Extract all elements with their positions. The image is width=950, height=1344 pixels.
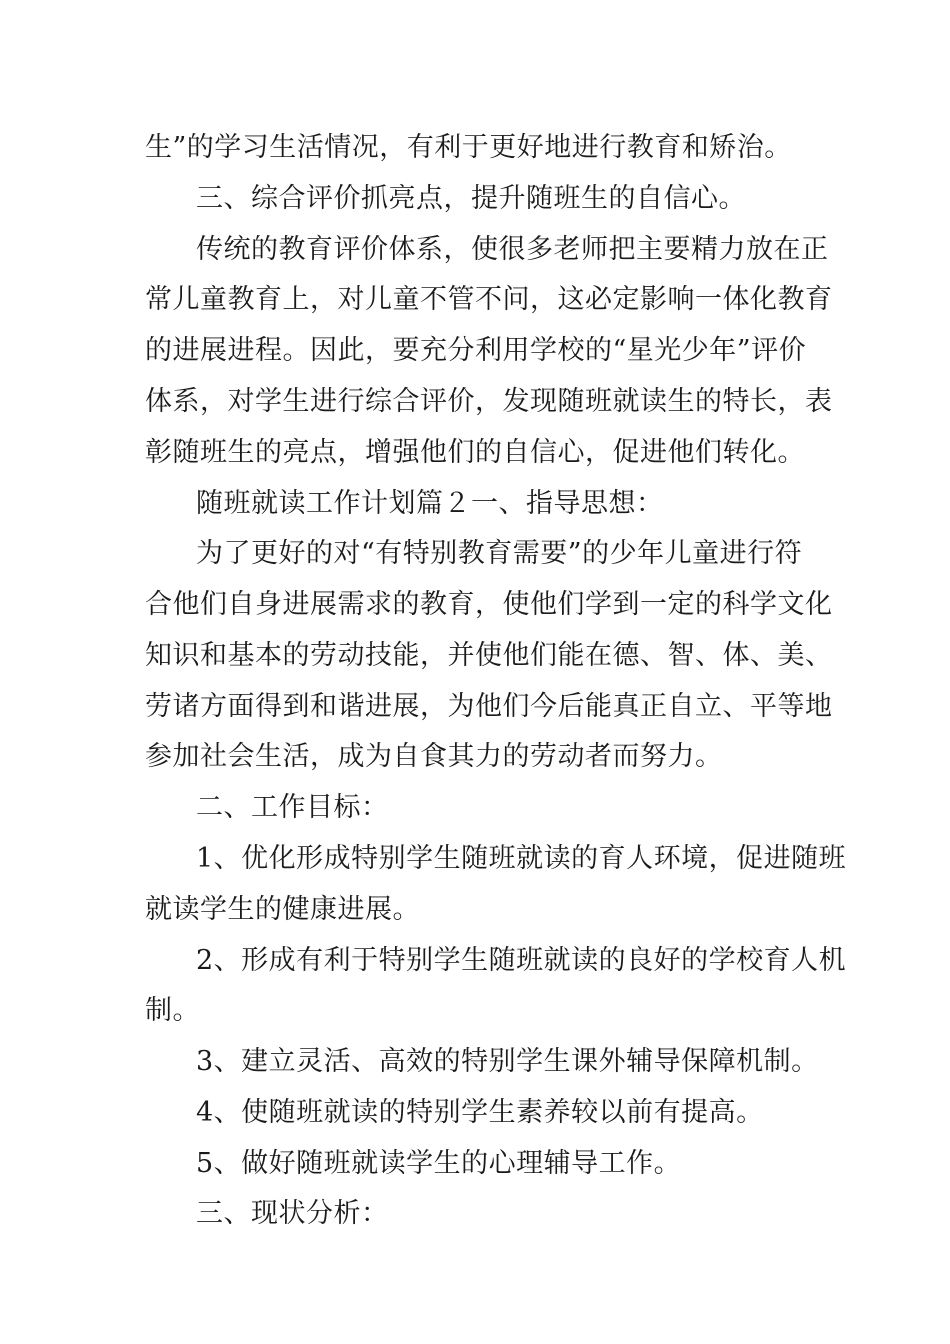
text-line: 生”的学习生活情况，有利于更好地进行教育和矫治。 <box>145 132 792 163</box>
list-item: 1、优化形成特别学生随班就读的育人环境，促进随班 <box>196 843 847 874</box>
text-line: 制。 <box>145 995 200 1026</box>
text-line: 知识和基本的劳动技能，并使他们能在德、智、体、美、 <box>145 640 833 671</box>
text-line: 体系，对学生进行综合评价，发现随班就读生的特长，表 <box>145 386 833 417</box>
list-item: 4、使随班就读的特别学生素养较以前有提高。 <box>196 1097 764 1128</box>
text-line: 彰随班生的亮点，增强他们的自信心，促进他们转化。 <box>145 437 805 468</box>
text-line: 的进展进程。因此，要充分利用学校的“星光少年”评价 <box>145 335 807 366</box>
text-line: 劳诸方面得到和谐进展，为他们今后能真正自立、平等地 <box>145 691 833 722</box>
section-heading: 三、综合评价抓亮点，提升随班生的自信心。 <box>196 183 746 214</box>
text-line: 参加社会生活，成为自食其力的劳动者而努力。 <box>145 741 723 772</box>
text-line: 合他们自身进展需求的教育，使他们学到一定的科学文化 <box>145 589 833 620</box>
section-heading: 三、现状分析： <box>196 1198 389 1229</box>
text-line: 常儿童教育上，对儿童不管不问，这必定影响一体化教育 <box>145 284 833 315</box>
section-heading: 随班就读工作计划篇２一、指导思想： <box>196 488 664 519</box>
list-item: 3、建立灵活、高效的特别学生课外辅导保障机制。 <box>196 1046 819 1077</box>
text-line: 为了更好的对“有特别教育需要”的少年儿童进行符 <box>196 538 803 569</box>
section-heading: 二、工作目标： <box>196 792 389 823</box>
list-item: 2、形成有利于特别学生随班就读的良好的学校育人机 <box>196 945 847 976</box>
list-item: 5、做好随班就读学生的心理辅导工作。 <box>196 1148 682 1179</box>
text-line: 传统的教育评价体系，使很多老师把主要精力放在正 <box>196 234 829 265</box>
text-line: 就读学生的健康进展。 <box>145 894 420 925</box>
